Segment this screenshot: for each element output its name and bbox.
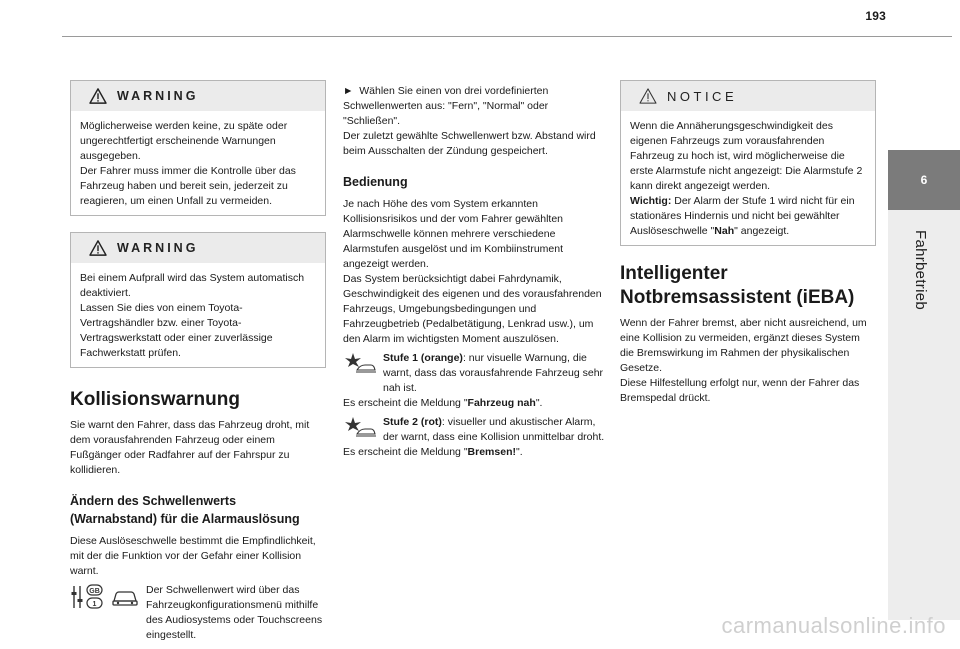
icon-text: Der Schwellenwert wird über das Fahrzeugkonfigurationsmenü mithilfe des Audiosystems oder Touchscreens eingestellt. (146, 584, 323, 641)
level2-desc: : visueller und akustischer Alarm, der warnt, dass eine Kollision unmittelbar droht. (383, 416, 605, 443)
body-text: Diese Hilfestellung erfolgt nur, wenn der Fahrer das Bremspedal drückt. (620, 377, 860, 404)
badge-1: 1 (92, 601, 97, 608)
msg-prefix: Es erscheint die Meldung " (343, 446, 468, 458)
column-left (70, 80, 326, 643)
warning-box-2 (70, 232, 326, 368)
watermark: carmanualsonline.info (721, 613, 946, 638)
chapter-number: 6 (920, 173, 928, 187)
chapter-title: Fahrbetrieb (912, 230, 929, 311)
page-number: 193 (865, 9, 886, 23)
level2-text (383, 415, 605, 445)
warning-title: WARNING (117, 240, 199, 255)
body-text: Diese Auslöseschwelle bestimmt die Empfindlichkeit, mit der die Funktion vor der Gefahr einer Kollision warnt. (70, 535, 316, 577)
level1-desc: : nur visuelle Warnung, die warnt, dass das vorausfahrende Fahrzeug sehr nah ist. (383, 352, 604, 394)
section-heading: Kollisionswarnung (70, 389, 240, 410)
notice-important-label: Wichtig: (630, 195, 672, 207)
message-bremsen: Bremsen! (467, 446, 516, 458)
settings-icon-row (70, 583, 326, 643)
level1-row (343, 351, 605, 396)
notice-triangle-icon (639, 88, 657, 104)
level2-label: Stufe 2 (rot) (383, 416, 442, 428)
section-heading: Intelligenter Notbremsassistent (iEBA) (620, 263, 855, 308)
collision-alert-icon (343, 415, 377, 439)
notice-header (621, 81, 875, 111)
warning-triangle-icon (89, 88, 107, 104)
warning-text: Der Fahrer muss immer die Kontrolle über das Fahrzeug haben und bereit sein, jederzeit zu reagieren, um einen Unfall zu vermeiden. (80, 165, 296, 207)
warning-text: Lassen Sie dies von einem Toyota-Vertragshändler bzw. einer Toyota-Vertragswerkstatt oder einer zuverlässige Fachwerkstatt prüfen. (80, 302, 273, 359)
step-item (343, 84, 605, 129)
subsection-heading: Bedienung (343, 175, 408, 189)
warning-text: Bei einem Aufprall wird das System automatisch deaktiviert. (80, 272, 305, 299)
msg-prefix: Es erscheint die Meldung " (343, 397, 468, 409)
subsection-heading: Ändern des Schwellenwerts (Warnabstand) für die Alarmauslösung (70, 494, 300, 526)
badge-gb: GB (89, 588, 100, 595)
notice-important-text: Der Alarm der Stufe 1 wird nicht für ein stationäres Hindernis und nicht bei gewählter Auslöseschwelle " (630, 195, 855, 237)
msg-suffix: ". (535, 397, 543, 409)
warning-box-1 (70, 80, 326, 216)
settings-sliders-icon (70, 583, 104, 611)
warning-header (71, 233, 325, 263)
warning-title: WARNING (117, 88, 199, 103)
msg-suffix: ". (515, 446, 523, 458)
notice-nah: Nah (714, 225, 735, 237)
section-intro: Sie warnt den Fahrer, dass das Fahrzeug droht, mit dem vorausfahrenden Fahrzeug oder einem Fußgänger oder Radfahrer auf der Fahrspur zu kollidieren. (70, 419, 310, 476)
bullet-icon: ► (343, 85, 354, 97)
top-rule (62, 36, 952, 37)
level2-message (343, 445, 605, 460)
message-fahrzeug-nah: Fahrzeug nah (467, 397, 536, 409)
level2-row (343, 415, 605, 445)
level1-text (383, 351, 605, 396)
notice-title: NOTICE (667, 88, 738, 104)
level1-message (343, 396, 605, 411)
step-note: Der zuletzt gewählte Schwellenwert bzw. Abstand wird beim Ausschalten der Zündung gespeichert. (343, 130, 596, 157)
step-text: Wählen Sie einen von drei vordefinierten Schwellenwerten aus: "Fern", "Normal" oder "Schließen". (343, 85, 549, 127)
column-middle (343, 84, 605, 460)
warning-triangle-icon (89, 240, 107, 256)
chapter-side (888, 210, 960, 620)
warning-header (71, 81, 325, 111)
notice-text: Wenn die Annäherungsgeschwindigkeit des eigenen Fahrzeugs zum vorausfahrenden Fahrzeug zu hoch ist, wird möglicherweise die erste Alarmstufe nicht angezeigt: Die Alarmstufe 2 kann direkt angezeigt werden. (630, 120, 863, 192)
collision-alert-icon (343, 351, 377, 375)
warning-text: Möglicherweise werden keine, zu späte oder ungerechtfertigt erscheinende Warnungen ausgegeben. (80, 120, 288, 162)
body-text: Das System berücksichtigt dabei Fahrdynamik, Geschwindigkeit des eigenen und des vorausfahrenden Fahrzeugs, Umgebungsbedingungen und Fahrzeugbetrieb (Pedalbetätigung, Lenkrad usw.), um den Alarm im wichtigsten Moment auszulösen. (343, 273, 602, 345)
body-text: Je nach Höhe des vom System erkannten Kollisionsrisikos und der vom Fahrer gewählten Alarmschwelle können mehrere verschiedene Alarmstufen ausgelöst und im Kombiinstrument angezeigt werden. (343, 198, 564, 270)
notice-box (620, 80, 876, 246)
notice-text (621, 194, 875, 239)
level1-label: Stufe 1 (orange) (383, 352, 463, 364)
car-icon (110, 583, 140, 611)
notice-suffix: " angezeigt. (734, 225, 790, 237)
body-text: Wenn der Fahrer bremst, aber nicht ausreichend, um eine Kollision zu vermeiden, ergänzt dieses System die Bremswirkung im Rahmen der physikalischen Gesetze. (620, 317, 867, 374)
chapter-tab[interactable] (888, 150, 960, 210)
column-right (620, 80, 876, 406)
